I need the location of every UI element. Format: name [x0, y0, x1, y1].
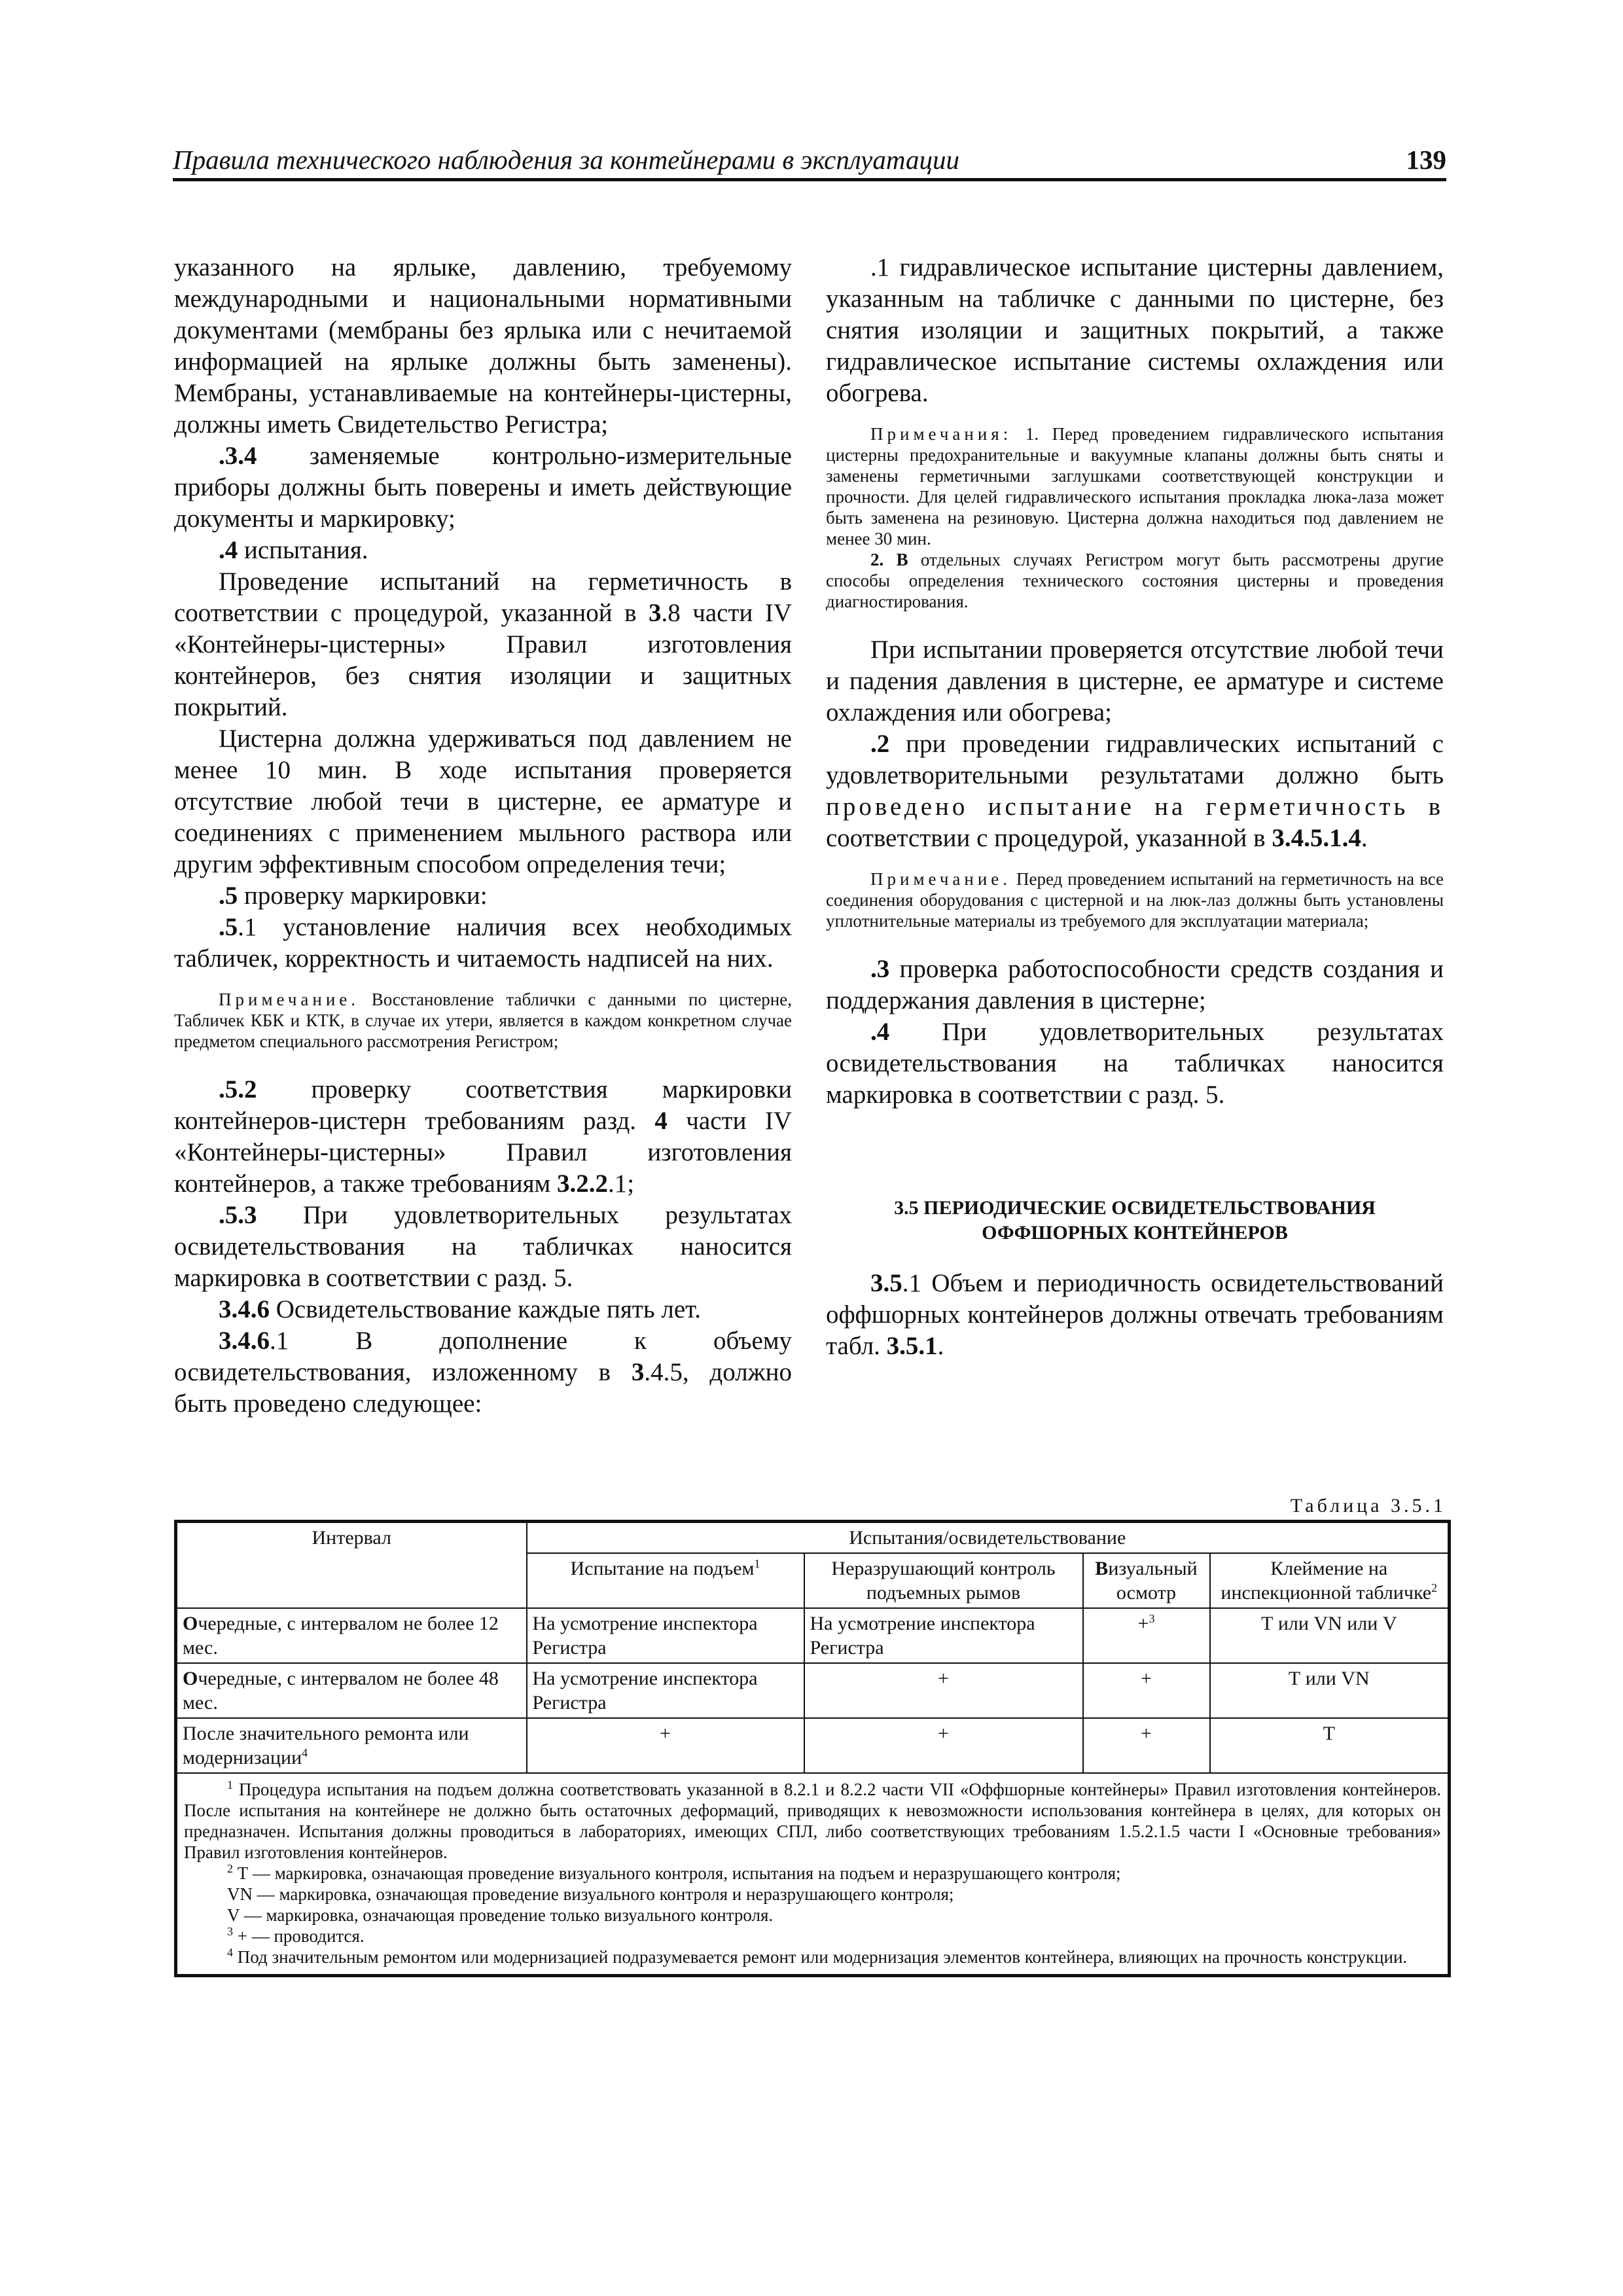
- left-paragraph-10: [174, 1294, 792, 1325]
- clause-number: .5.3: [219, 1201, 257, 1229]
- footnote-mark: 1: [754, 1557, 760, 1570]
- right-paragraph-6: [826, 1268, 1444, 1362]
- page-number: 139: [1406, 145, 1446, 175]
- clause-text: .: [937, 1332, 944, 1360]
- clause-text: .1;: [607, 1170, 635, 1198]
- clause-text: проведено испытание на герметичность в: [826, 793, 1444, 821]
- clause-text: испытания.: [238, 536, 368, 564]
- spacer: [826, 409, 1444, 423]
- cell-ndt: +: [804, 1663, 1083, 1718]
- clause-text: соответствии с процедурой, указанной в: [826, 824, 1272, 852]
- reference: 3: [648, 599, 662, 627]
- column-header-ndt: Неразрушающий контроль подъемных рымов: [804, 1553, 1083, 1608]
- right-note-1: [826, 423, 1444, 549]
- clause-number: 3.4.6: [219, 1327, 270, 1355]
- clause-text: при проведении гидравлических испытаний с удовлетворительными результатами должно быть: [826, 730, 1444, 789]
- clause-text: Освидетельствование каждые пять лет.: [270, 1295, 702, 1323]
- clause-number: .4: [870, 1018, 890, 1046]
- column-header-visual: [1083, 1553, 1210, 1608]
- cell-text: чередные, с интервалом не более 48 мес.: [183, 1668, 499, 1713]
- cell-interval: [176, 1663, 527, 1718]
- footnote-text: Процедура испытания на подъем должна соответствовать указанной в 8.2.1 и 8.2.2 части VII «Оффшорные контейнеры» Правил изготовления контейнеров. После испытания на контейнере не должно быть остаточных деформаций, приводящих к невозможности использования контейнера в целях, для которых он предназначен. Испытания должны проводиться в лабораториях, имеющих СПЛ, либо соответствующих требованиям 1.5.2.1.5 части I «Основные требования» Правил изготовления контейнеров.: [184, 1780, 1441, 1862]
- left-paragraph-11: [174, 1325, 792, 1420]
- left-paragraph-6: [174, 880, 792, 912]
- clause-text: заменяемые контрольно-измерительные приборы должны быть поверены и иметь действующие документы и маркировку;: [174, 442, 792, 533]
- note-text: отдельных случаях Регистром могут быть рассмотрены другие способы определения технического состояния цистерны и проведения диагностирования.: [826, 550, 1444, 611]
- inspection-table: [174, 1520, 1451, 1977]
- clause-number: 3.4.6: [219, 1295, 270, 1323]
- table-footnotes: [176, 1773, 1450, 1976]
- running-title: Правила технического наблюдения за контейнерами в эксплуатации: [173, 145, 959, 175]
- spacer: [174, 1052, 792, 1074]
- footnote-text: Под значительным ремонтом или модернизацией подразумевается ремонт или модернизация элементов контейнера, влияющих на прочность конструкции.: [233, 1947, 1408, 1967]
- clause-text: проверку соответствия маркировки контейнеров-цистерн требованиям разд.: [174, 1075, 792, 1135]
- clause-number: .5.2: [219, 1075, 257, 1103]
- cell-ndt: +: [804, 1718, 1083, 1773]
- clause-text: .1 Объем и периодичность освидетельствований оффшорных контейнеров должны отвечать требованиям табл.: [826, 1269, 1444, 1360]
- column-header-interval: Интервал: [176, 1522, 527, 1609]
- footnote-1: [184, 1779, 1441, 1863]
- header-text: Испытание на подъем: [570, 1558, 755, 1579]
- footnote-mark: 2: [1431, 1581, 1438, 1594]
- cell-interval: [176, 1608, 527, 1663]
- cell-text: чередные, с интервалом не более 12 мес.: [183, 1613, 499, 1659]
- left-column: [174, 252, 792, 1420]
- clause-text: .1 установление наличия всех необходимых табличек, корректность и читаемость надписей на них.: [174, 913, 792, 973]
- footnote-2-line-2: VN — маркировка, означающая проведение визуального контроля и неразрушающего контроля;: [227, 1884, 954, 1904]
- note-label: Примечание.: [219, 990, 360, 1009]
- clause-number: .3.4: [219, 442, 257, 470]
- cell-visual: +: [1083, 1718, 1210, 1773]
- note-label: Примечание.: [870, 869, 1012, 889]
- table-row: [176, 1718, 1450, 1773]
- footnote-2-line-3: V — маркировка, означающая проведение только визуального контроля.: [227, 1905, 774, 1925]
- spacer: [826, 1246, 1444, 1268]
- clause-text: проверка работоспособности средств создания и поддержания давления в цистерне;: [826, 955, 1444, 1014]
- section-heading: [826, 1196, 1444, 1246]
- cell-marking: Т или VN: [1210, 1663, 1450, 1718]
- left-paragraph-4: [174, 566, 792, 723]
- clause-text: .4.5, должно быть проведено следующее:: [174, 1358, 792, 1418]
- clause-number: .2: [870, 730, 890, 758]
- cell-text: О: [183, 1668, 198, 1689]
- note-number: 2. В: [870, 550, 908, 569]
- note-text: Восстановление таблички с данными по цистерне, Табличек КБК и КТК, в случае их утери, является в каждом конкретном случае предметом специального рассмотрения Регистром;: [174, 990, 792, 1051]
- header-text: Клеймение на инспекционной табличке: [1221, 1558, 1432, 1604]
- footnote-mark: 3: [227, 1925, 233, 1938]
- right-paragraph-5: [826, 1016, 1444, 1111]
- spacer: [826, 612, 1444, 634]
- table-row: [176, 1608, 1450, 1663]
- reference: 3.5.1: [886, 1332, 938, 1360]
- footnote-mark: 1: [227, 1778, 233, 1791]
- table-container: [174, 1520, 1448, 1977]
- clause-text: Проведение испытаний на герметичность в соответствии с процедурой, указанной в: [174, 567, 792, 627]
- right-column: [826, 252, 1444, 1362]
- left-paragraph-9: [174, 1200, 792, 1294]
- footnote-4: [184, 1946, 1441, 1967]
- column-header-marking: [1210, 1553, 1450, 1608]
- spacer: [174, 975, 792, 989]
- clause-text: части IV «Контейнеры-цистерны» Правил изготовления контейнеров, а также требованиям: [174, 1107, 792, 1198]
- footnote-mark: 4: [302, 1746, 308, 1759]
- spacer: [826, 931, 1444, 954]
- cell-lift: +: [527, 1718, 804, 1773]
- cell-ndt: На усмотрение инспектора Регистра: [804, 1608, 1083, 1663]
- cell-text: +: [1137, 1613, 1149, 1634]
- left-paragraph-3: [174, 535, 792, 566]
- clause-text: .: [1361, 824, 1368, 852]
- footnote-2: [184, 1863, 1441, 1884]
- footnote-3: [184, 1926, 1441, 1946]
- header-rule: [173, 178, 1446, 181]
- section-heading-line: ОФФШОРНЫХ КОНТЕЙНЕРОВ: [982, 1222, 1288, 1244]
- footnote-mark: 2: [227, 1862, 233, 1875]
- footnote-mark: 4: [227, 1946, 233, 1959]
- column-header-group: Испытания/освидетельствование: [527, 1522, 1450, 1554]
- right-paragraph-4: [826, 954, 1444, 1016]
- table-row: [176, 1663, 1450, 1718]
- right-note-2: [826, 549, 1444, 612]
- note-text: 1. Перед проведением гидравлического испытания цистерны предохранительные и вакуумные клапаны должны быть сняты и заменены герметичными заглушками соответствующей конструкции и прочности. Для целей гидравлического испытания прокладка люка-лаза может быть заменена на резиновую. Цистерна должна находиться под давлением не менее 30 мин.: [826, 424, 1444, 548]
- left-paragraph-8: [174, 1074, 792, 1200]
- clause-number: .5: [219, 882, 238, 910]
- cell-marking: Т: [1210, 1718, 1450, 1773]
- column-header-lift-test: [527, 1553, 804, 1608]
- cell-text: После значительного ремонта или модернизации: [183, 1723, 469, 1768]
- left-paragraph-7: [174, 912, 792, 975]
- clause-text: При удовлетворительных результатах освидетельствования на табличках наносится маркировка в соответствии с разд. 5.: [826, 1018, 1444, 1109]
- right-paragraph-1: .1 гидравлическое испытание цистерны давлением, указанным на табличке с данными по цистерне, без снятия изоляции и защитных покрытий, а также гидравлическое испытание системы охлаждения или обогрева.: [826, 253, 1444, 407]
- cell-interval: [176, 1718, 527, 1773]
- left-paragraph-5: Цистерна должна удерживаться под давлением не менее 10 мин. В ходе испытания проверяется отсутствие любой течи в цистерне, ее арматуре и соединениях с применением мыльного раствора или другим эффективным способом определения течи;: [174, 725, 792, 878]
- cell-text: О: [183, 1613, 198, 1634]
- clause-text: При удовлетворительных результатах освидетельствования на табличках наносится маркировка в соответствии с разд. 5.: [174, 1201, 792, 1292]
- cell-visual: +: [1083, 1663, 1210, 1718]
- clause-text: .1 В дополнение к объему освидетельствования, изложенному в: [174, 1327, 792, 1386]
- left-note: [174, 989, 792, 1052]
- right-paragraph-2: При испытании проверяется отсутствие любой течи и падения давления в цистерне, ее арматуре и системе охлаждения или обогрева;: [826, 636, 1444, 726]
- clause-number: .3: [870, 955, 890, 983]
- note-text: Перед проведением испытаний на герметичность на все соединения оборудования с цистерной и на люк-лаз должны быть установлены уплотнительные материалы из требуемого для эксплуатации материала;: [826, 869, 1444, 931]
- reference: 4: [654, 1107, 668, 1135]
- right-note-3: [826, 869, 1444, 931]
- table-caption: Таблица 3.5.1: [1290, 1495, 1446, 1516]
- footnote-text: Т — маркировка, означающая проведение визуального контроля, испытания на подъем и неразрушающего контроля;: [233, 1863, 1121, 1883]
- header-text: В: [1095, 1558, 1109, 1579]
- reference: 3.4.5.1.4: [1272, 824, 1361, 852]
- left-paragraph-1: указанного на ярлыке, давлению, требуемому международными и национальными нормативными документами (мембраны без ярлыка или с нечитаемой информацией на ярлыке должны быть заменены). Мембраны, устанавливаемые на контейнеры-цистерны, должны иметь Свидетельство Регистра;: [174, 253, 792, 439]
- header-text: изуальный осмотр: [1108, 1558, 1198, 1604]
- cell-lift: На усмотрение инспектора Регистра: [527, 1663, 804, 1718]
- right-paragraph-3: [826, 728, 1444, 854]
- footnote-mark: 3: [1149, 1612, 1155, 1625]
- clause-number: .5: [219, 913, 238, 941]
- cell-marking: Т или VN или V: [1210, 1608, 1450, 1663]
- table-header-row: [176, 1522, 1450, 1554]
- left-paragraph-2: [174, 440, 792, 535]
- cell-visual: [1083, 1608, 1210, 1663]
- reference: 3: [631, 1358, 645, 1386]
- cell-lift: На усмотрение инспектора Регистра: [527, 1608, 804, 1663]
- clause-text: .8 части IV «Контейнеры-цистерны» Правил изготовления контейнеров, без снятия изоляции и защитных покрытий.: [174, 599, 792, 721]
- footnote-text: + — проводится.: [233, 1926, 365, 1946]
- reference: 3.2.2: [556, 1170, 608, 1198]
- spacer: [826, 854, 1444, 869]
- spacer: [826, 1111, 1444, 1196]
- section-heading-line: 3.5 ПЕРИОДИЧЕСКИЕ ОСВИДЕТЕЛЬСТВОВАНИЯ: [894, 1197, 1376, 1219]
- table-footnotes-row: [176, 1773, 1450, 1976]
- clause-number: .4: [219, 536, 238, 564]
- clause-number: 3.5: [870, 1269, 902, 1297]
- clause-text: проверку маркировки:: [238, 882, 488, 910]
- note-label: Примечания:: [870, 424, 1012, 444]
